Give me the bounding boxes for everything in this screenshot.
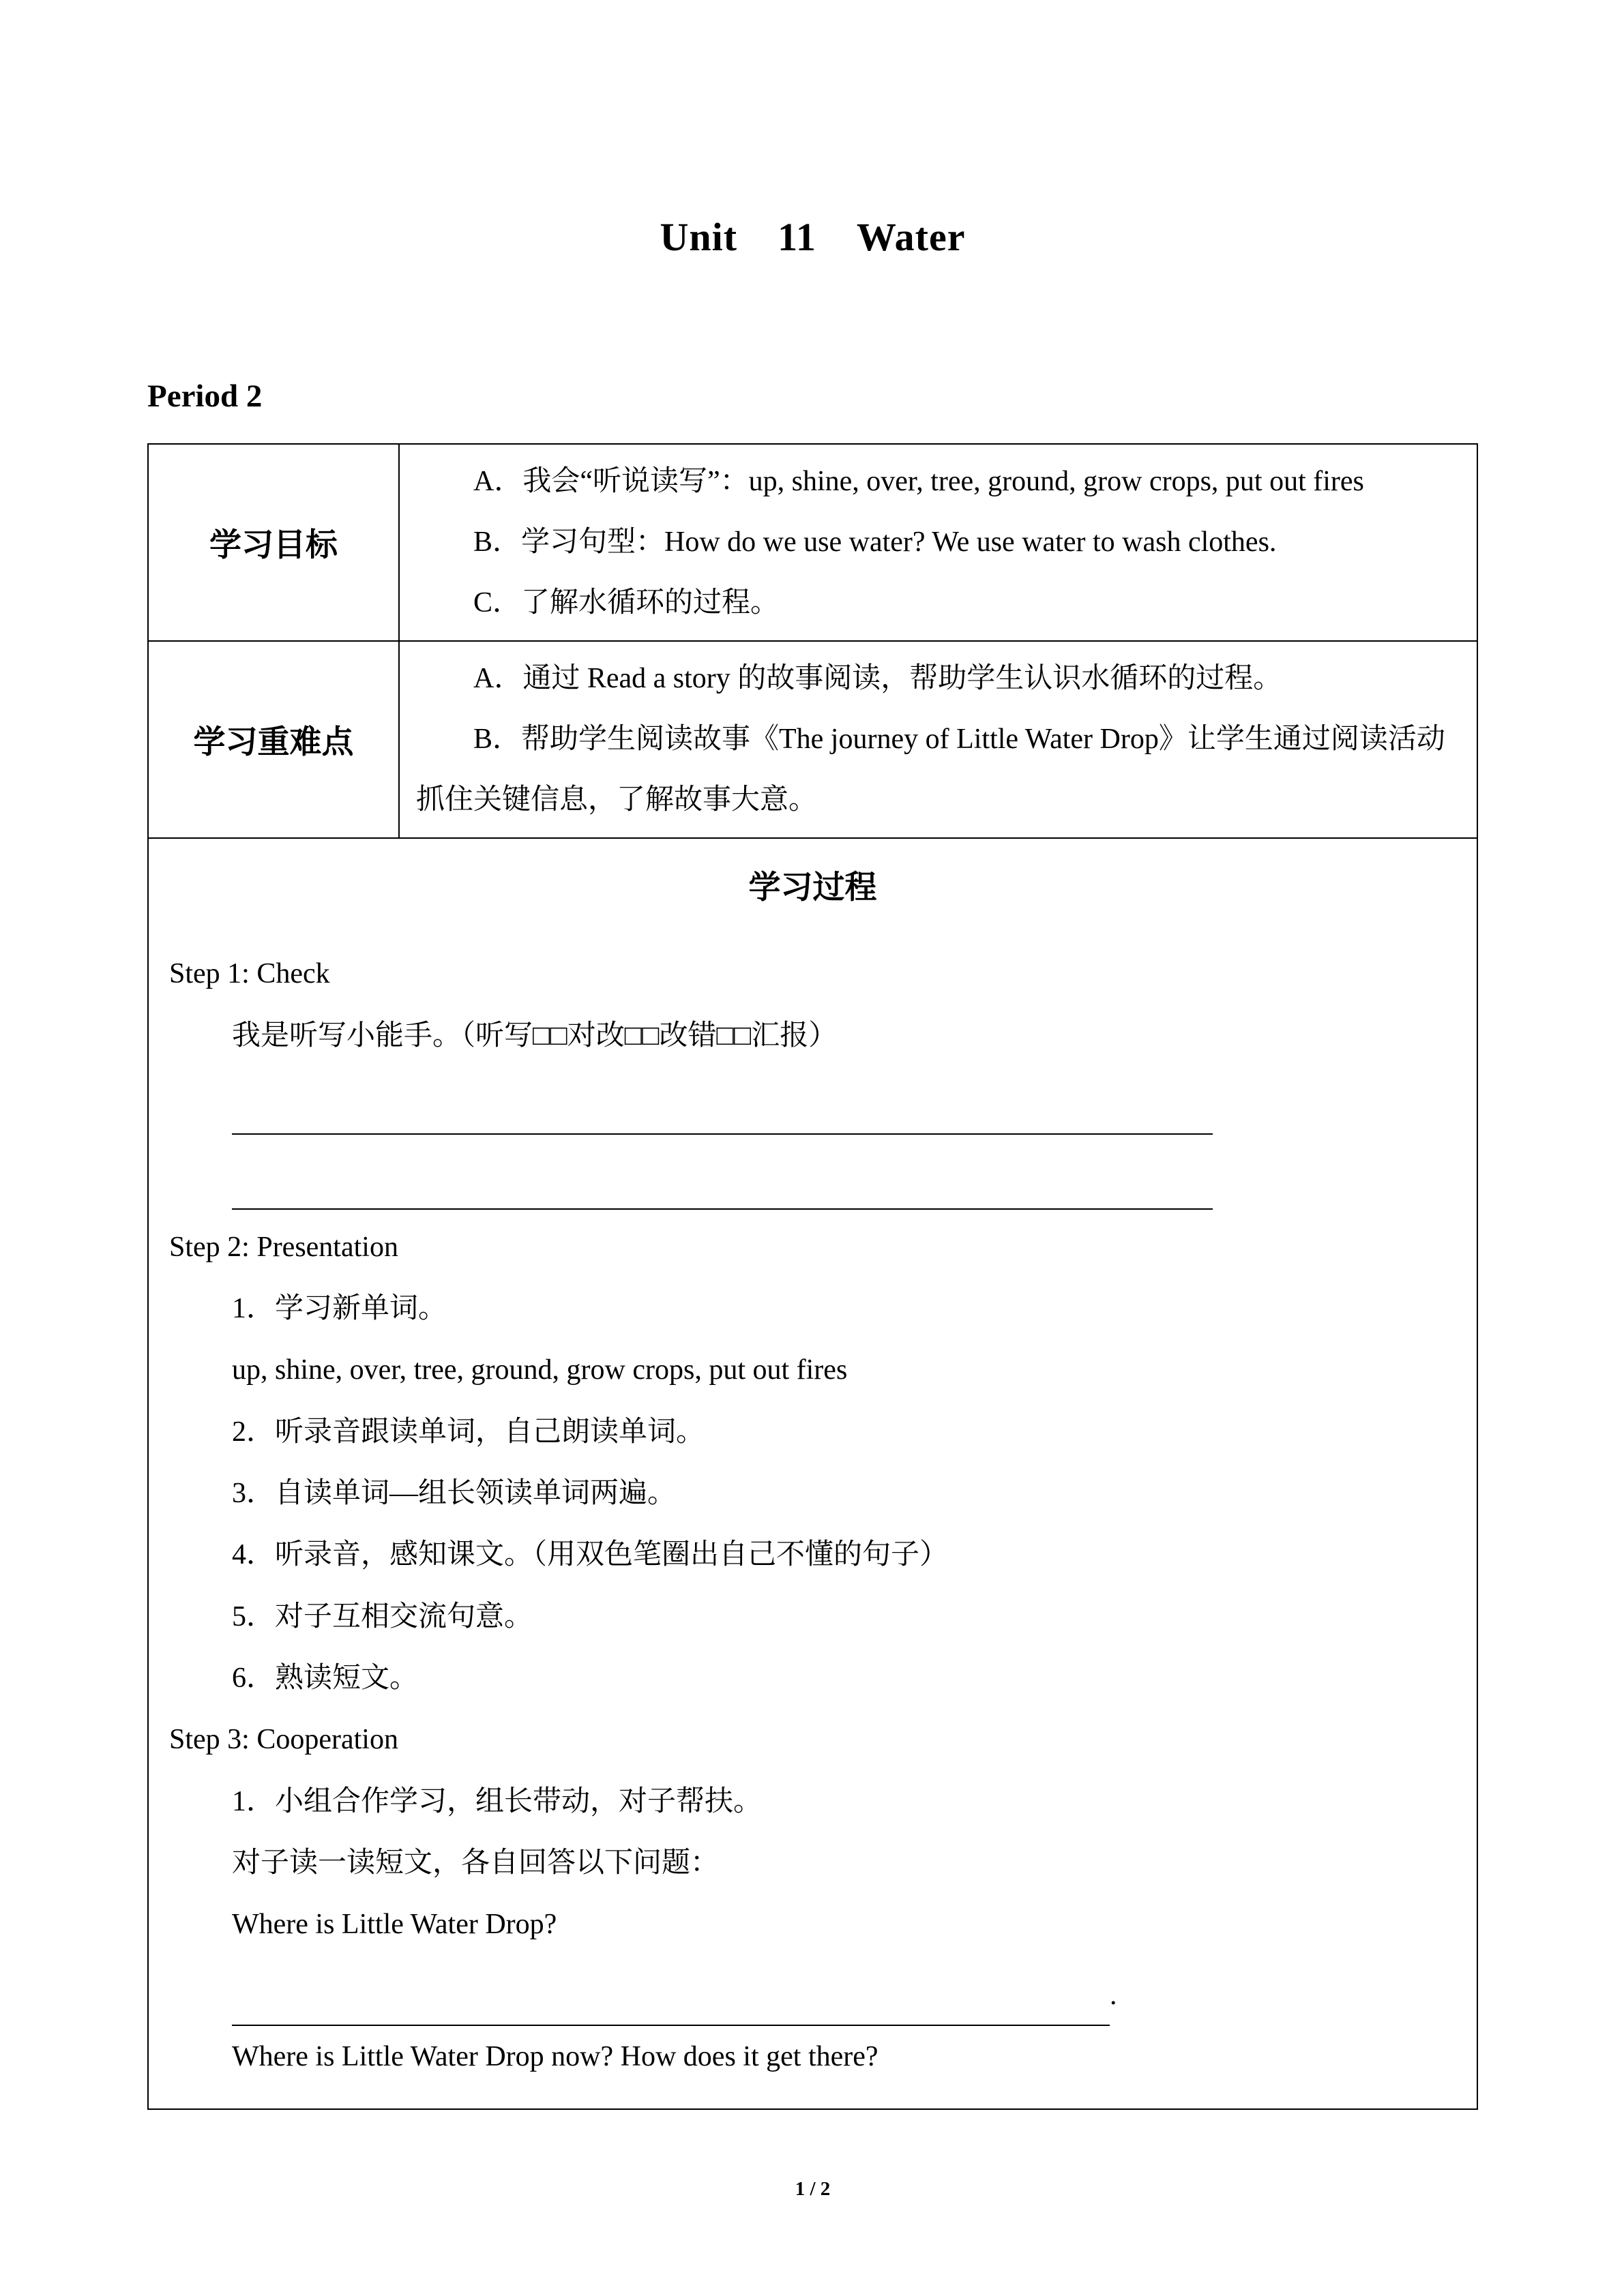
goals-label: 学习目标 [148,444,399,641]
lesson-plan-table [147,443,1478,2110]
page-title: Unit 11 Water [660,215,966,259]
answer-blank-line [232,1067,1213,1135]
process-items [169,943,1456,2087]
page-number: 1 / 2 [795,2177,831,2200]
goals-content [399,444,1477,641]
period-heading: Period 2 [147,378,263,414]
step-heading: Step 3: Cooperation [169,1724,398,1756]
keypoint-line: A．通过 Read a story 的故事阅读，帮助学生认识水循环的过程。 [473,663,1282,695]
step-heading: Step 1: Check [169,958,330,990]
keypoint-line: B．帮助学生阅读故事《The journey of Little Water Drop》让学生通过阅读活动抓住关键信息，了解故事大意。 [416,724,1445,816]
process-line: 对子读一读短文，各自回答以下问题： [232,1847,720,1879]
goal-line: B．学习句型：How do we use water? We use water to wash clothes. [473,526,1277,558]
process-cell [148,838,1477,2109]
process-line: 3．自读单词—组长领读单词两遍。 [232,1478,677,1510]
process-row [148,838,1477,2109]
keypoints-content [399,641,1477,838]
process-line: 6．熟读短文。 [232,1662,419,1694]
process-line: 我是听写小能手。（听写□□对改□□改错□□汇报） [232,1019,838,1052]
answer-blank-line [232,1142,1213,1210]
process-line: up, shine, over, tree, ground, grow crops, put out fires [232,1354,848,1386]
step-heading: Step 2: Presentation [169,1231,398,1263]
keypoints-label: 学习重难点 [148,641,399,838]
process-heading: 学习过程 [748,870,877,906]
process-line: 2．听录音跟读单词，自己朗读单词。 [232,1416,705,1448]
keypoints-row [148,641,1477,838]
process-line: 1．学习新单词。 [232,1293,447,1325]
process-line: 1．小组合作学习，组长带动，对子帮扶。 [232,1785,763,1817]
goal-line: A．我会“听说读写”：up, shine, over, tree, ground, grow crops, put out fires [473,466,1364,497]
process-line: Where is Little Water Drop? [232,1909,557,1941]
process-line: 5．对子互相交流句意。 [232,1600,533,1632]
goals-row [148,444,1477,641]
blank-underline [232,1955,1110,2026]
goal-line: C．了解水循环的过程。 [473,587,780,619]
answer-blank-line: . [169,1955,1456,2026]
process-line: Where is Little Water Drop now? How does it get there? [232,2041,879,2073]
process-line: 4．听录音，感知课文。（用双色笔圈出自己不懂的句子） [232,1539,949,1571]
